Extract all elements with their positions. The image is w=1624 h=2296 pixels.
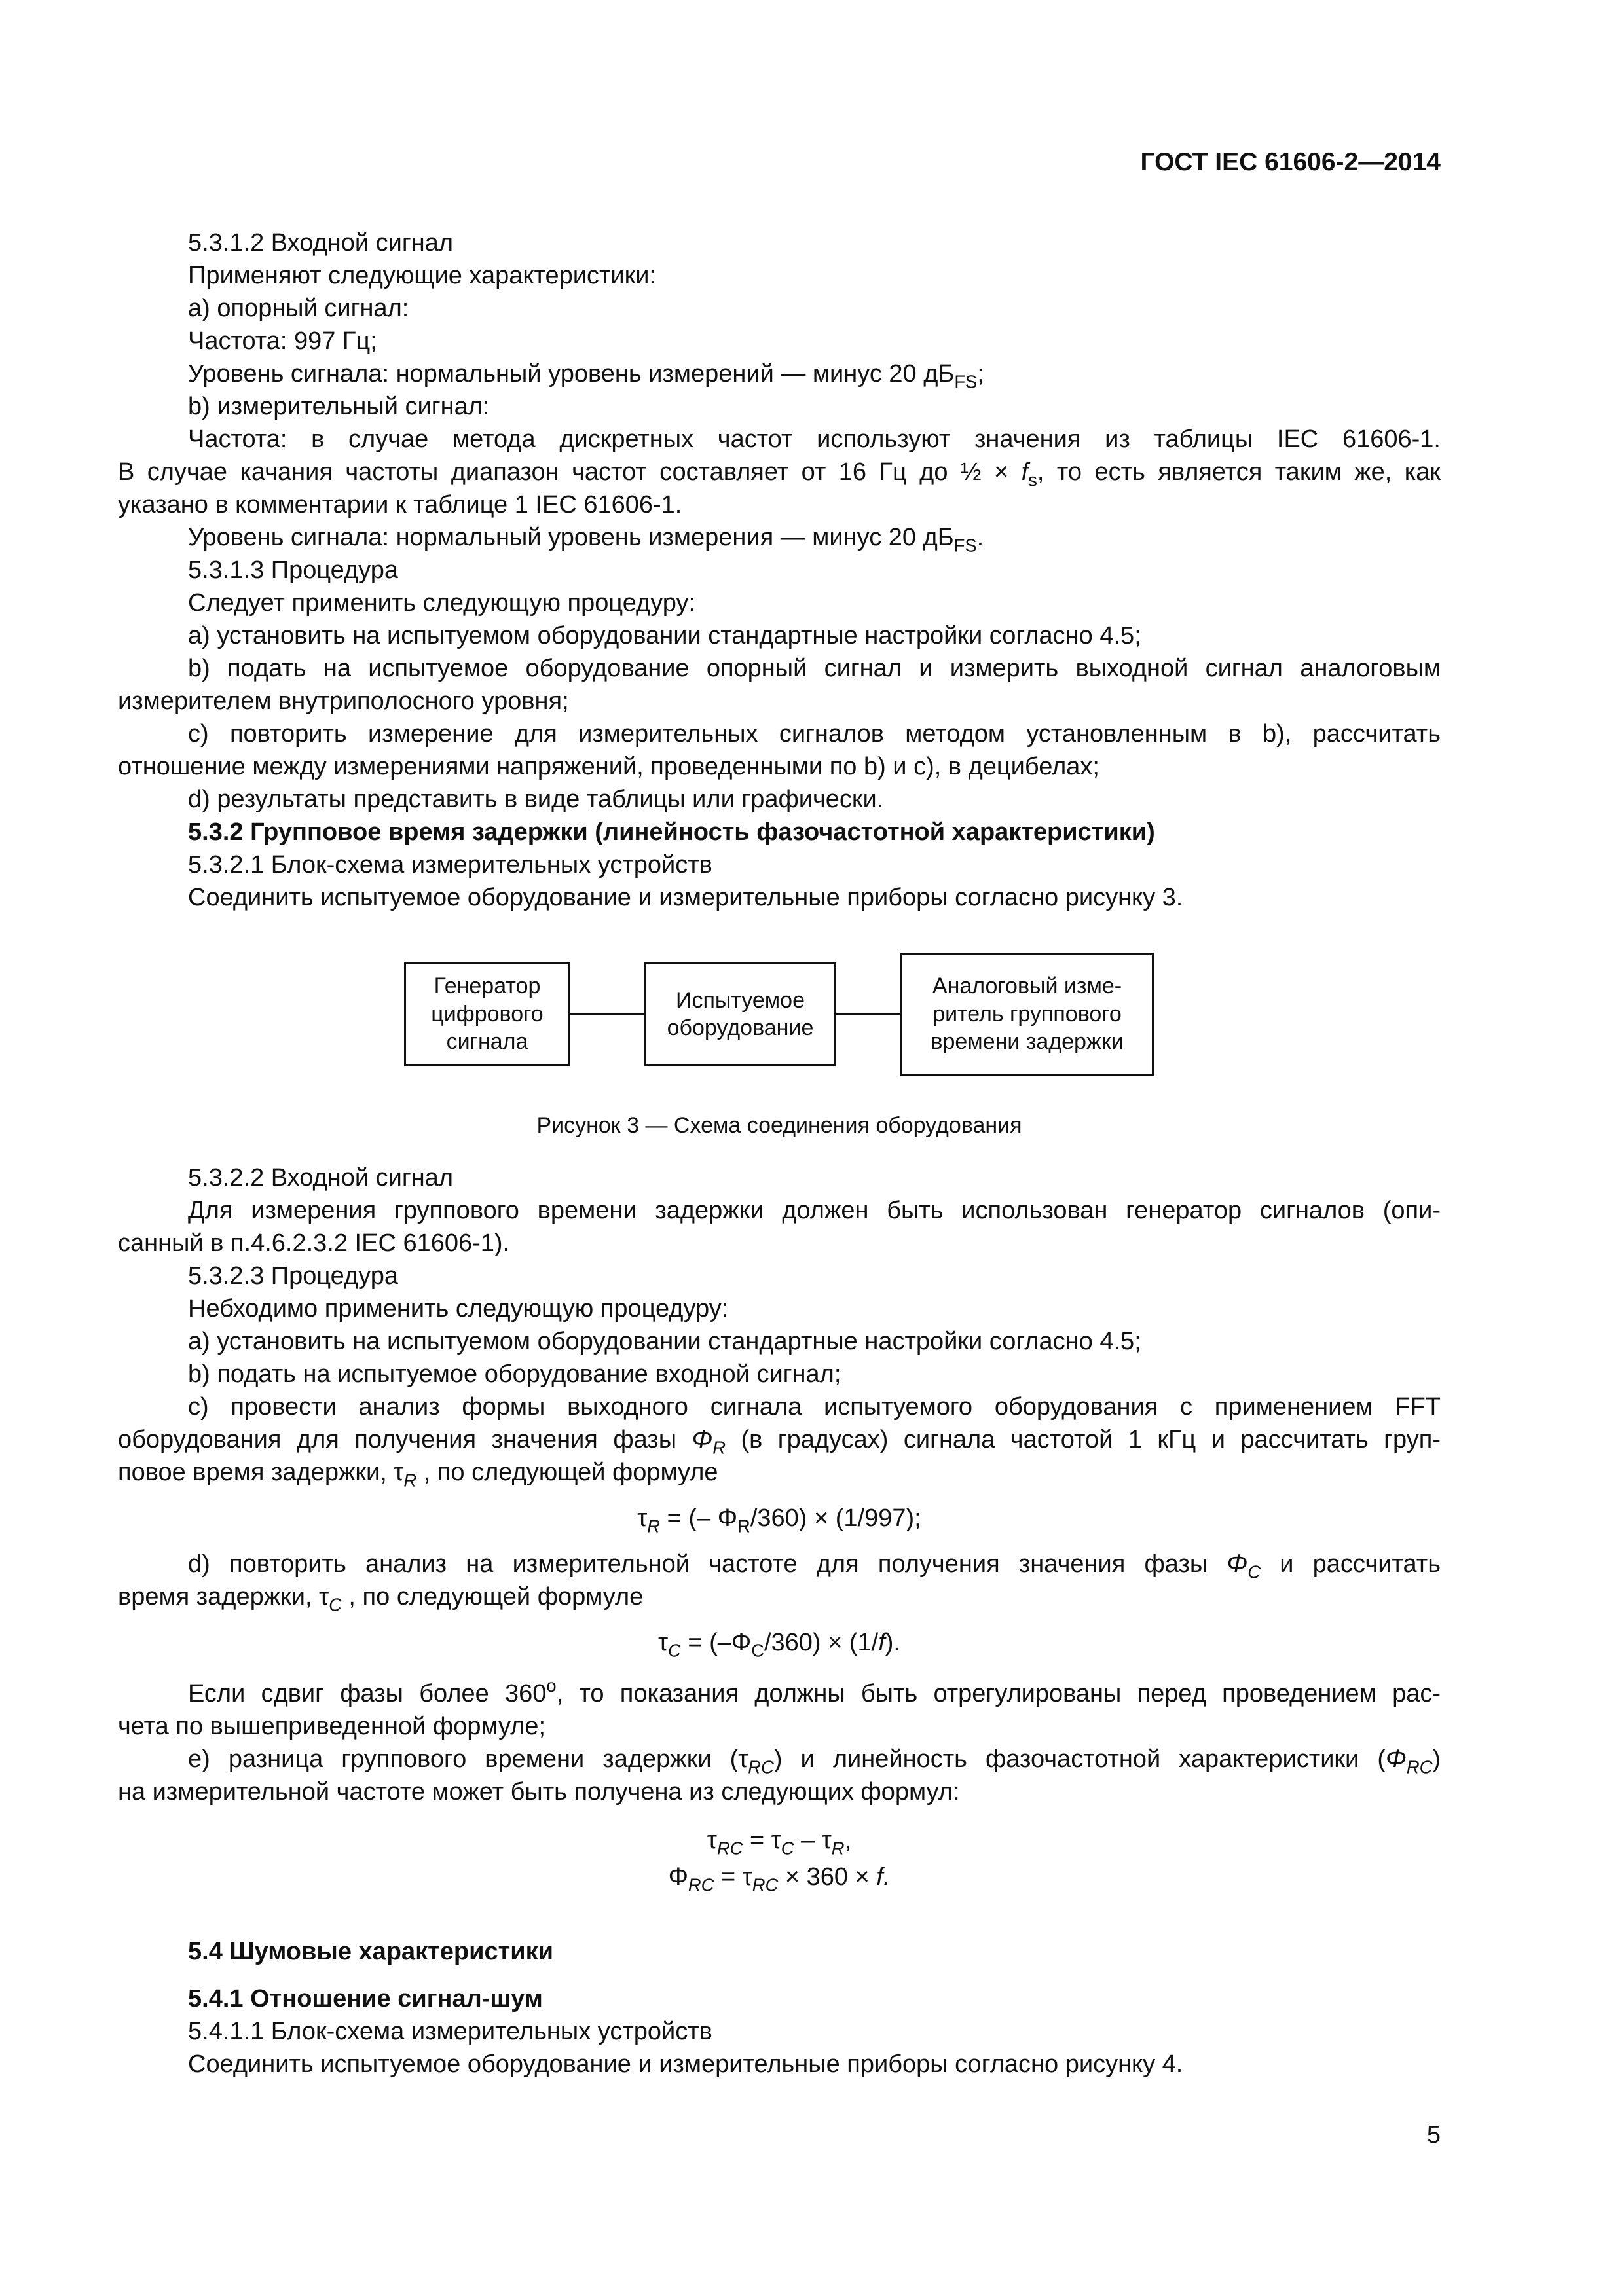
list-item-continuation: оборудования для получения значения фазы $\Phi_R$ (в градусах) сигнала частотой 1 кГц и рассчитать груп- <box>118 1426 1441 1458</box>
connector-line <box>836 1013 900 1015</box>
paragraph: Уровень сигнала: нормальный уровень измерения — минус 20 $дБ_{FS}$. <box>188 524 984 556</box>
list-item-continuation: повое время задержки, $\tau_R$ , по следующей формуле <box>118 1459 718 1491</box>
paragraph: Применяют следующие характеристики: <box>188 262 656 289</box>
section-5-3-2-2-heading: 5.3.2.2 Входной сигнал <box>188 1164 454 1192</box>
paragraph: Небходимо применить следующую процедуру: <box>188 1295 729 1322</box>
list-item-continuation: отношение между измерениями напряжений, проведенными по b) и с), в децибелах; <box>118 753 1099 780</box>
section-5-3-2-1-heading: 5.3.2.1 Блок-схема измерительных устройств <box>188 851 712 879</box>
paragraph: чета по вышеприведенной формуле; <box>118 1713 546 1740</box>
list-item-continuation: время задержки, $\tau_C$ , по следующей формуле <box>118 1583 644 1615</box>
section-5-3-1-3-heading: 5.3.1.3 Процедура <box>188 556 398 584</box>
list-item: d) результаты представить в виде таблицы или графически. <box>188 786 884 813</box>
list-item: с) провести анализ формы выходного сигнала испытуемого оборудования с применением FFT <box>188 1393 1441 1421</box>
list-item: а) опорный сигнал: <box>188 295 409 322</box>
section-5-4-heading: 5.4 Шумовые характеристики <box>188 1938 553 1965</box>
equipment-under-test-box <box>644 962 836 1066</box>
paragraph: указано в комментарии к таблице 1 IEC 61606-1. <box>118 491 682 519</box>
list-item: а) установить на испытуемом оборудовании стандартные настройки согласно 4.5; <box>188 622 1141 649</box>
paragraph: Если сдвиг фазы более $360^о$, то показания должны быть отрегулированы перед проведением рас- <box>188 1675 1441 1707</box>
list-item: с) повторить измерение для измерительных сигналов методом установленным в b), рассчитать <box>188 720 1441 748</box>
box-label-line: Испытуемое <box>676 987 805 1013</box>
list-item: b) подать на испытуемое оборудование опорный сигнал и измерить выходной сигнал аналоговым <box>188 655 1441 682</box>
list-item: b) измерительный сигнал: <box>188 393 490 420</box>
connector-line <box>570 1013 644 1015</box>
box-label-line: оборудование <box>667 1015 814 1040</box>
paragraph: В случае качания частоты диапазон частот составляет от 16 Гц до ½ × $f_s$, то есть является таким же, как <box>118 458 1441 490</box>
formula-tau-c: $\tau_C = (-\Phi_C/360) \times (1/f)$. <box>657 1629 900 1661</box>
group-delay-meter-box <box>900 953 1154 1076</box>
formula-tau-rc: $\tau_{RC} = \tau_C - \tau_R$, <box>707 1827 852 1859</box>
page-number: 5 <box>1426 2121 1441 2149</box>
digital-generator-box <box>404 962 570 1066</box>
box-label-line: Генератор <box>434 974 541 999</box>
section-5-3-2-3-heading: 5.3.2.3 Процедура <box>188 1262 398 1290</box>
box-label-line: сигнала <box>446 1029 528 1055</box>
box-label-line: Аналоговый изме- <box>932 974 1122 999</box>
list-item: b) подать на испытуемое оборудование входной сигнал; <box>188 1360 841 1388</box>
list-item: d) повторить анализ на измерительной частоте для получения значения фазы $\Phi_C$ и рассчитать <box>188 1550 1441 1582</box>
list-item-continuation: измерителем внутриполосного уровня; <box>118 687 569 715</box>
section-5-4-1-heading: 5.4.1 Отношение сигнал-шум <box>188 1985 543 2013</box>
figure-caption: Рисунок 3 — Схема соединения оборудования <box>536 1113 1022 1138</box>
list-item-continuation: на измерительной частоте может быть получена из следующих формул: <box>118 1778 960 1806</box>
formula-tau-r: $\tau_R$ = (– $\Phi_R/360) \times (1/997)$; <box>637 1504 921 1537</box>
section-5-4-1-1-heading: 5.4.1.1 Блок-схема измерительных устройств <box>188 2018 712 2045</box>
section-5-3-2-heading: 5.3.2 Групповое время задержки (линейность фазочастотной характеристики) <box>188 818 1155 846</box>
section-5-3-1-2-heading: 5.3.1.2 Входной сигнал <box>188 229 454 257</box>
paragraph: Частота: 997 Гц; <box>188 327 377 355</box>
paragraph: Следует применить следующую процедуру: <box>188 589 696 617</box>
paragraph: Уровень сигнала: нормальный уровень измерений — минус 20 $дБ_{FS}$; <box>188 360 984 392</box>
paragraph: Соединить испытуемое оборудование и измерительные приборы согласно рисунку 4. <box>188 2050 1183 2078</box>
paragraph: Частота: в случае метода дискретных частот используют значения из таблицы IEC 61606-1. <box>188 426 1441 453</box>
box-label-line: цифрового <box>431 1001 544 1027</box>
list-item: е) разница группового времени задержки $(\tau_{RC})$ и линейность фазочастотной характеристики $(\Phi_{RC})$ <box>188 1745 1441 1777</box>
standard-header: ГОСТ IEC 61606-2—2014 <box>1140 148 1441 176</box>
paragraph: Соединить испытуемое оборудование и измерительные приборы согласно рисунку 3. <box>188 884 1183 911</box>
box-label-line: времени задержки <box>931 1029 1124 1055</box>
paragraph: Для измерения группового времени задержки должен быть использован генератор сигналов (опи- <box>188 1197 1441 1224</box>
formula-phi-rc: $\Phi_{RC} = \tau_{RC} \times 360 \times f$. <box>668 1863 891 1895</box>
paragraph: санный в п.4.6.2.3.2 IEC 61606-1). <box>118 1230 510 1257</box>
list-item: а) установить на испытуемом оборудовании стандартные настройки согласно 4.5; <box>188 1328 1141 1355</box>
box-label-line: ритель группового <box>932 1001 1122 1027</box>
